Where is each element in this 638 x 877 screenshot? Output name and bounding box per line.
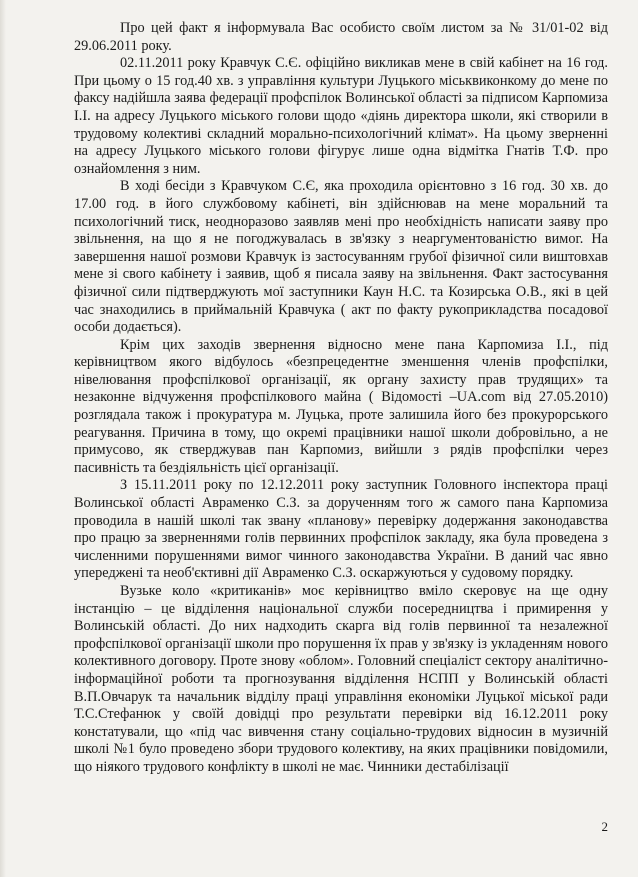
paragraph-2: 02.11.2011 року Кравчук С.Є. офіційно викликав мене в свій кабінет на 16 год. При цьому о 15 год.40 хв. з управління культури Луцького міськвиконкому до мене по факсу надійшла заява федерації профспілок Волинської області за підписом Карпомиза І.І. на адресу Луцького міського голови щодо «діянь директора школи, які створили в трудовому колективі складний морально-психологічний клімат». На цьому зверненні на адресу Луцького міського голови фігурує лише одна відмітка Гнатів Т.Ф. про ознайомлення з ним.	[74, 55, 608, 177]
paragraph-3: В ході бесіди з Кравчуком С.Є, яка проходила орієнтовно з 16 год. 30 хв. до 17.00 год. в його службовому кабінеті, він здійснював на мене моральний та психологічний тиск, неодноразово заявляв мені про необхідність написати заяву про звільнення, на що я не погоджувалась в зв'язку з неаргументованістю вимог. На завершення нашої розмови Кравчук із застосуванням грубої фізичної сили виштовхав мене зі свого кабінету і заявив, щоб я писала заяву на звільнення. Факт застосування фізичної сили підтверджують мої заступники Каун Н.С. та Козирська О.В., які в цей час знаходились в приймальній Кравчука ( акт по факту рукоприкладства посадової особи додається).	[74, 178, 608, 336]
paragraph-4: Крім цих заходів звернення відносно мене пана Карпомиза І.І., під керівництвом якого відбулось «безпрецедентне зменшення членів профспілки, нівелювання профспілкової організації, як органу захисту прав трудящих» та незаконне відчуження профспілкового майна ( Відомості –UA.com від 27.05.2010) розглядала також і прокуратура м. Луцька, проте залишила його без прокурорського реагування. Причина в тому, що окремі працівники нашої школи добровільно, а не примусово, як стверджував пан Карпомиз, вийшли з рядів профспілки через пасивність та бездіяльність цієї організації.	[74, 336, 608, 476]
page-edge-shadow	[0, 0, 6, 877]
paragraph-6: Вузьке коло «критиканів» моє керівництво вміло скеровує на ще одну інстанцію – це відділення національної служби посередництва і примирення у Волинській області. До них надходить скарга від голів первинної та незалежної профспілкової організації школи про порушення їх прав у зв'язку із укладенням нового колективного договору. Проте знову «облом». Головний спеціаліст сектору аналітично-інформаційної роботи та прогнозування відділення НСПП у Волинській області В.П.Овчарук та начальник відділу праці управління економіки Луцької міської ради Т.С.Стефанюк у своїй довідці про результати перевірки від 16.12.2011 року констатували, що «під час вивчення стану соціально-трудових відносин в музичній школі №1 було проведено збори трудового колективу, на яких працівники повідомили, що ніякого трудового конфлікту в школі не має. Чинники дестабілізації	[74, 583, 608, 775]
page-number: 2	[601, 819, 608, 834]
paragraph-5: З 15.11.2011 року по 12.12.2011 року заступник Головного інспектора праці Волинської області Авраменко С.З. за дорученням того ж самого пана Карпомиза проводила в нашій школі так звану «планову» перевірку додержання законодавства про працю за зверненнями голів первинних профспілок закладу, яка була проведена з численними порушеннями вимог чинного законодавства України. В даний час явно упереджені та необ'єктивні дії Авраменко С.З. оскаржуються у судовому порядку.	[74, 477, 608, 582]
paragraph-1: Про цей факт я інформувала Вас особисто своїм листом за № 31/01-02 від 29.06.2011 року.	[74, 20, 608, 54]
